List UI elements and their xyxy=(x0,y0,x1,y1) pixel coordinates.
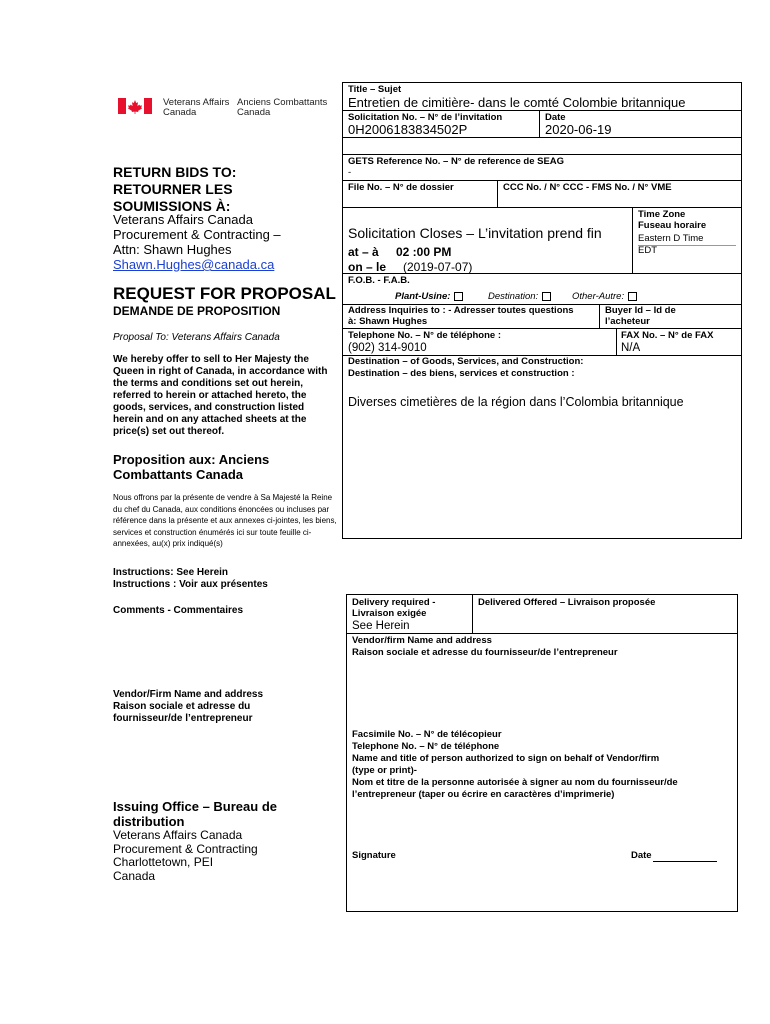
dept-name-en-2: Canada xyxy=(163,107,197,118)
facsimile-label: Facsimile No. – N° de télécopieur xyxy=(352,729,502,740)
canada-flag-logo xyxy=(118,98,152,114)
closes-on-value: (2019-07-07) xyxy=(403,260,473,274)
dept-name-en: Veterans Affairs xyxy=(163,97,230,108)
solicitation-no-label: Solicitation No. – N° de l’invitation xyxy=(348,112,503,123)
issuing-address-2: Procurement & Contracting xyxy=(113,841,258,856)
comments-label: Comments - Commentaires xyxy=(113,605,244,616)
issuing-address-4: Canada xyxy=(113,868,156,883)
authorized-name-label-fr-2: l’entrepreneur (taper ou écrire en caractères d’imprimerie) xyxy=(352,789,615,800)
return-address-line-3: Attn: Shawn Hughes xyxy=(113,242,232,257)
authorized-name-label-fr: Nom et titre de la personne autorisée à signer au nom du fournisseur/de xyxy=(352,777,678,788)
destination-goods-label: Destination – of Goods, Services, and Construction: xyxy=(348,356,584,367)
time-zone-abbrev: EDT xyxy=(638,245,657,256)
delivery-required-label-fr: Livraison exigée xyxy=(352,608,427,619)
delivered-offered-label: Delivered Offered – Livraison proposée xyxy=(478,597,656,608)
telephone-label: Telephone No. – N° de téléphone : xyxy=(348,330,501,341)
time-zone-label-fr: Fuseau horaire xyxy=(638,220,707,231)
buyer-id-label-2: l’acheteur xyxy=(605,316,650,327)
destination-goods-label-fr: Destination – des biens, services et construction : xyxy=(348,368,575,379)
vendor-firm-label-fr: Raison sociale et adresse du fournisseur/de l’entrepreneur xyxy=(352,647,618,658)
dept-name-fr: Anciens Combattants xyxy=(237,97,328,108)
rfp-title: REQUEST FOR PROPOSAL xyxy=(113,284,336,303)
sign-date-line[interactable] xyxy=(653,851,717,862)
destination-value: Diverses cimetières de la région dans l’Colombia britannique xyxy=(348,395,684,409)
plant-usine-checkbox[interactable] xyxy=(454,292,463,301)
plant-usine-label: Plant-Usine: xyxy=(395,291,451,302)
ccc-fms-label: CCC No. / N° CCC - FMS No. / N° VME xyxy=(503,182,672,193)
vendor-label-1: Vendor/Firm Name and address xyxy=(113,689,264,700)
gets-reference-value: - xyxy=(348,167,352,178)
destination-checkbox[interactable] xyxy=(542,292,551,301)
proposal-to: Proposal To: Veterans Affairs Canada xyxy=(113,332,280,343)
return-bids-heading: RETURN BIDS TO: xyxy=(113,164,237,180)
return-address-line-2: Procurement & Contracting – xyxy=(113,227,281,242)
time-zone-label: Time Zone xyxy=(638,209,686,220)
vendor-label-3: fournisseur/de l’entrepreneur xyxy=(113,713,253,724)
issuing-office-heading-2: distribution xyxy=(113,814,185,829)
date-label: Date xyxy=(545,112,566,123)
solicitation-no-value: 0H2006183834502P xyxy=(348,122,468,137)
fax-value: N/A xyxy=(621,342,641,354)
file-no-label: File No. – N° de dossier xyxy=(348,182,454,193)
sign-date-label: Date xyxy=(631,850,652,861)
telephone-value: (902) 314-9010 xyxy=(348,342,427,354)
proposition-heading-2: Combattants Canada xyxy=(113,467,244,482)
gets-reference-label: GETS Reference No. – N° de reference de SEAG xyxy=(348,156,565,167)
authorized-name-label-2: (type or print)- xyxy=(352,765,417,776)
offer-text-en: We hereby offer to sell to Her Majesty the Queen in right of Canada, in accordance with the terms and conditions set out herein, referred to herein or attached hereto, the goods, services, and construction listed herein and on any attached sheets at the price(s) set out thereof. xyxy=(113,354,328,437)
vendor-label-2: Raison sociale et adresse du xyxy=(113,701,251,712)
return-bids-heading-2: RETOURNER LES xyxy=(113,181,233,197)
fob-label: F.O.B. - F.A.B. xyxy=(348,275,410,286)
offer-text-fr: Nous offrons par la présente de vendre à Sa Majesté la Reine du chef du Canada, aux conditions énoncées ou incluses par référence dans la présente et aux annexes ci-jointes, les biens, services et construction énumérés ici sur toute feuille ci-annexées, au(x) prix indiqué(s) xyxy=(113,493,337,548)
issuing-address-3: Charlottetown, PEI xyxy=(113,855,214,869)
issuing-address-1: Veterans Affairs Canada xyxy=(113,828,243,842)
fax-label: FAX No. – N° de FAX xyxy=(621,330,714,341)
signature-label: Signature xyxy=(352,850,396,861)
instructions-en: Instructions: See Herein xyxy=(113,567,229,578)
address-inquiries-value: à: Shawn Hughes xyxy=(348,316,428,327)
vendor-telephone-label: Telephone No. – N° de téléphone xyxy=(352,741,500,752)
delivery-required-label: Delivery required - xyxy=(352,597,436,608)
closes-on-label: on – le xyxy=(348,260,387,274)
title-label: Title – Sujet xyxy=(348,84,402,95)
address-inquiries-label: Address Inquiries to : - Adresser toutes questions xyxy=(348,305,574,316)
other-autre-label: Other-Autre: xyxy=(572,291,625,302)
other-autre-checkbox[interactable] xyxy=(628,292,637,301)
rfp-title-fr: DEMANDE DE PROPOSITION xyxy=(113,304,281,318)
return-email-link[interactable]: Shawn.Hughes@canada.ca xyxy=(113,257,275,272)
time-zone-value: Eastern D Time xyxy=(638,233,736,246)
return-bids-heading-3: SOUMISSIONS À: xyxy=(113,198,231,214)
destination-label: Destination: xyxy=(488,291,539,302)
title-value: Entretien de cimitière- dans le comté Colombie britannique xyxy=(348,95,686,110)
dept-name-fr-2: Canada xyxy=(237,107,271,118)
return-address-line-1: Veterans Affairs Canada xyxy=(113,212,253,227)
date-value: 2020-06-19 xyxy=(545,122,612,137)
buyer-id-label: Buyer Id – Id de xyxy=(605,305,676,316)
closes-at-label: at – à xyxy=(348,245,379,259)
solicitation-closes-label: Solicitation Closes – L’invitation prend fin xyxy=(348,225,602,241)
delivery-required-value: See Herein xyxy=(352,620,410,632)
vendor-firm-label: Vendor/firm Name and address xyxy=(352,635,492,646)
closes-at-value: 02 :00 PM xyxy=(396,245,452,259)
issuing-office-heading: Issuing Office – Bureau de xyxy=(113,799,277,814)
proposition-heading: Proposition aux: Anciens xyxy=(113,452,270,467)
instructions-fr: Instructions : Voir aux présentes xyxy=(113,579,268,590)
authorized-name-label: Name and title of person authorized to sign on behalf of Vendor/firm xyxy=(352,753,660,764)
